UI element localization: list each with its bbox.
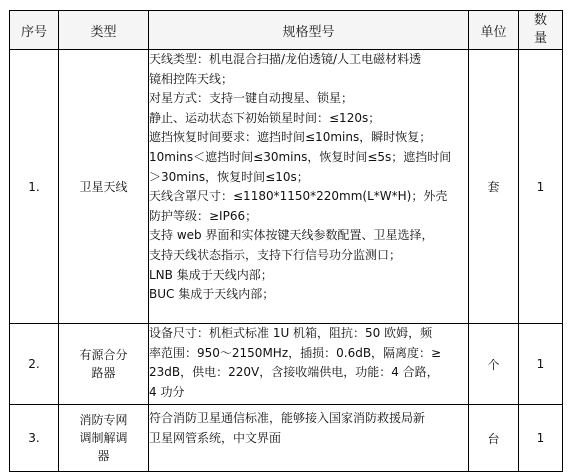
row-type-line: 消防专网 xyxy=(79,413,128,427)
equipment-spec-table xyxy=(9,10,563,472)
spec-line: ＞30mins，恢复时间≤10s； xyxy=(149,169,309,184)
row-type xyxy=(59,405,149,472)
header-spec: 规格型号 xyxy=(149,11,469,50)
row-type xyxy=(59,50,149,324)
header-qty-line: 数 xyxy=(533,13,547,28)
header-index: 序号 xyxy=(10,11,59,50)
header-unit: 单位 xyxy=(469,11,519,50)
table-row xyxy=(10,50,563,324)
row-unit: 套 xyxy=(469,50,519,324)
row-spec xyxy=(149,50,469,324)
spec-line: 率范围：950～2150MHz，插损：0.6dB，隔离度：≥ xyxy=(149,345,442,360)
spec-line: 支持天线状态指示，支持下行信号功分监测口； xyxy=(149,247,402,262)
spec-line: 设备尺寸：机柜式标准 1U 机箱，阻抗：50 欧姆，频 xyxy=(149,326,433,340)
table-header-row xyxy=(10,11,563,50)
spec-line: 对星方式：支持一键自动搜星、锁星； xyxy=(149,91,354,106)
row-type xyxy=(59,324,149,405)
spec-line: 天线含罩尺寸：≤1180*1150*220mm(L*W*H)；外壳 xyxy=(149,189,448,204)
row-spec xyxy=(149,324,469,405)
row-index: 2. xyxy=(10,324,59,405)
row-type-line: 路器 xyxy=(91,366,116,380)
row-type-line: 卫星天线 xyxy=(79,179,128,194)
row-type-line: 器 xyxy=(97,449,110,463)
row-index: 1. xyxy=(10,50,59,324)
table-row xyxy=(10,324,563,405)
table-row xyxy=(10,405,563,472)
spec-line: 23dB，供电：220V，含接收端供电，功能：4 合路， xyxy=(149,365,439,380)
row-unit: 台 xyxy=(469,405,519,472)
spec-line: 遮挡恢复时间要求：遮挡时间≤10mins，瞬时恢复； xyxy=(149,130,432,145)
spec-line: LNB 集成于天线内部； xyxy=(149,267,273,282)
header-qty xyxy=(519,11,563,50)
spec-line: 天线类型：机电混合扫描/龙伯透镜/人工电磁材料透 xyxy=(149,52,422,66)
spec-line: 4 功分 xyxy=(149,384,185,399)
row-type-line: 调制解调 xyxy=(79,431,128,445)
spec-line: 防护等级：≥IP66； xyxy=(149,208,258,223)
spec-line: 静止、运动状态下初始锁星时间：≤120s； xyxy=(149,110,381,125)
row-qty: 1 xyxy=(519,405,563,472)
row-qty: 1 xyxy=(519,324,563,405)
row-spec xyxy=(149,405,469,472)
spec-line: 镜相控阵天线； xyxy=(149,71,234,86)
row-qty: 1 xyxy=(519,50,563,324)
spec-line: 符合消防卫星通信标准，能够接入国家消防救援局新 xyxy=(149,411,426,425)
spec-line: 支持 web 界面和实体按键天线参数配置、卫星选择， xyxy=(149,228,434,243)
header-qty-line: 量 xyxy=(533,31,547,46)
row-index: 3. xyxy=(10,405,59,472)
row-unit: 个 xyxy=(469,324,519,405)
row-type-line: 有源合分 xyxy=(79,348,128,362)
spec-line: 卫星网管系统，中文界面 xyxy=(149,430,282,445)
header-type: 类型 xyxy=(59,11,149,50)
spec-line: BUC 集成于天线内部； xyxy=(149,287,275,302)
spec-line: 10mins＜遮挡时间≤30mins，恢复时间≤5s；遮挡时间 xyxy=(149,149,452,164)
